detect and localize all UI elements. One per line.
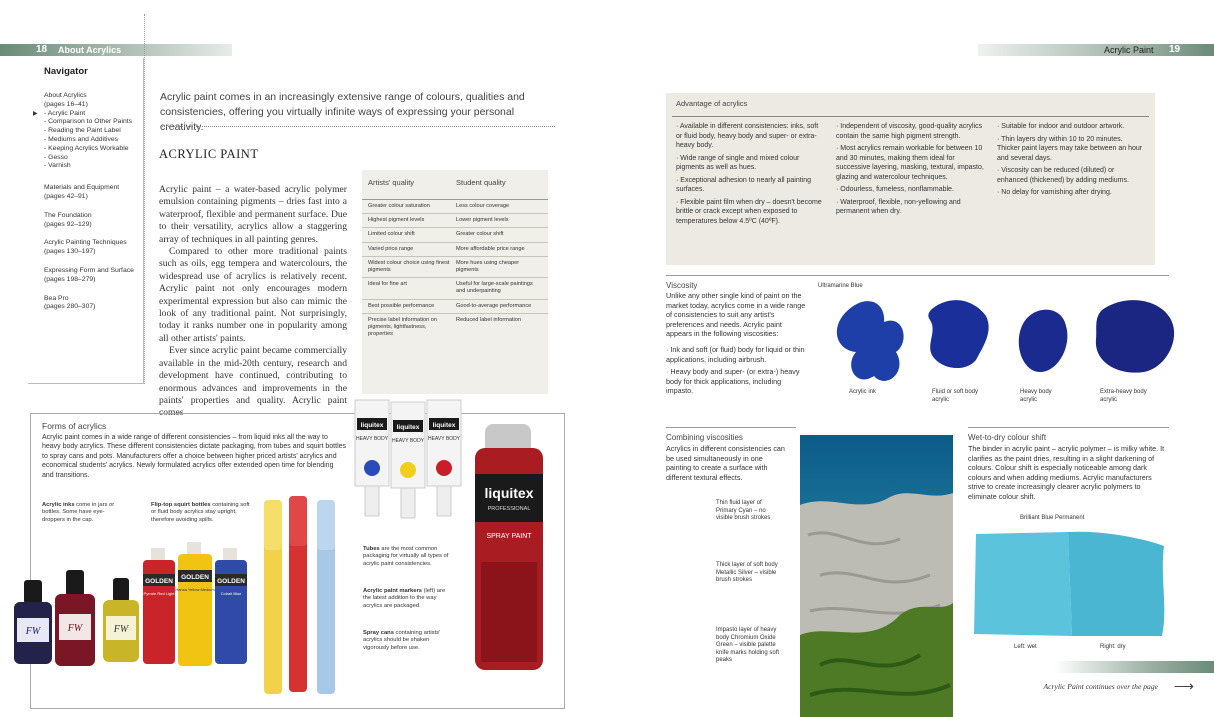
section-title: ACRYLIC PAINT [159,147,259,161]
nav-group-techniques[interactable] [44,239,143,257]
table-row: Limited colour shift Greater colour shift [362,228,548,242]
nav-group-title[interactable]: Bea Pro [44,294,69,302]
svg-text:SPRAY PAINT: SPRAY PAINT [486,533,532,540]
navigator-divider [144,14,145,384]
ink-bottles-image [11,562,151,672]
svg-text:liquitex: liquitex [484,485,534,501]
colour-shift-rule [968,427,1169,428]
arrow-right-icon[interactable]: ⟶ [1173,678,1194,694]
svg-text:Pyrrole Red Light: Pyrrole Red Light [143,591,175,596]
swatch-acrylic-ink [837,301,904,381]
body-paragraph: Compared to other more traditional paints such as oils, egg tempera and watercolours, the widespread use of acrylics is relatively recent. Acrylic paint not only encourages modern experimental expression but also can mimic the look of any traditional paint. Not surprisingly, today it ranks number one in popularity among all other artists' paints. [159,246,347,344]
header-artists: Artists' quality [368,178,415,187]
svg-text:FW: FW [25,626,41,637]
swatch-label-ink: Acrylic ink [849,389,877,395]
combining-painting-image [800,435,953,717]
advantages-box [666,93,1155,265]
advantages-title: Advantage of acrylics [676,99,748,108]
nav-item-varnish[interactable]: - Varnish [44,162,71,170]
table-row: Ideal for fine art Useful for large-scale paintings and underpainting [362,278,548,299]
left-page-number: 18 [36,44,48,55]
label-right-dry: Right: dry [1100,644,1126,650]
combining-title: Combining viscosities [666,433,743,442]
body-text [159,184,347,420]
svg-text:HEAVY BODY: HEAVY BODY [427,436,461,442]
svg-text:liquitex: liquitex [396,424,420,431]
colour-shift-text: The binder in acrylic paint – acrylic polymer – is milky white. It clarifies as the paint dries, resulting in a slight darkening of colours. Colour shift is especially noticeable among dark colours and when adding mediums. Acrylic manufacturers strive to create increasingly clearer acrylic polymers to eliminate colour shift. [968,444,1165,501]
caption-tubes: Tubes are the most common packaging for virtually all types of acrylic paint consistencies. [363,546,449,567]
nav-group-pages: (pages 198–279) [44,275,96,283]
caption-markers: Acrylic paint markers (left) are the latest addition to the way acrylics are packaged. [363,588,446,609]
svg-text:HEAVY BODY: HEAVY BODY [391,438,425,444]
swatch-heavy-body [1019,310,1068,372]
table-row: Precise label information on pigments, lightfastness, properties Reduced label information [368,316,521,338]
table-header [362,170,548,200]
nav-group-foundation[interactable] [44,212,143,230]
caption-spray: Spray cans containing artists' acrylics should be shaken vigorously before use. [363,630,441,651]
swatch-label-extra-heavy: Extra-heavy body acrylic [1100,389,1147,403]
combining-text: Acrylics in different consistencies can be used simultaneously in one painting to create a surface with different textural effects. [666,444,785,482]
dry-swatch [1068,532,1164,636]
caption-flip-top: Flip-top squirt bottles containing soft or fluid body acrylics stay upright, therefore avoiding spills. [151,502,250,523]
table-row: Highest pigment levels Lower pigment levels [362,214,548,228]
right-page-number: 19 [1169,44,1181,55]
nav-item-mediums[interactable]: - Mediums and Additives [44,135,119,143]
paint-markers-image [257,492,347,698]
forms-title: Forms of acrylics [42,421,107,431]
caption-green-layer: Impasto layer of heavy body Chromium Oxide Green – visible palette knife marks holding soft peaks [716,627,780,663]
nav-group-pages: (pages 280–307) [44,303,96,311]
quality-table [362,170,548,394]
caption-cyan-layer: Thin fluid layer of Primary Cyan – no visible brush strokes [716,500,771,521]
lead-rule [160,126,555,127]
svg-text:liquitex: liquitex [432,422,456,429]
viscosity-title: Viscosity [666,281,698,290]
svg-text:FW: FW [113,624,129,635]
combining-rule [666,427,796,428]
lead-paragraph: Acrylic paint comes in an increasingly extensive range of colours, qualities and consistencies, offering you virtually infinite ways of expressing your personal creativity. [160,91,525,133]
viscosity-rule [666,275,1169,276]
ultramarine-title: Ultramarine Blue [818,283,863,289]
colour-shift-title: Wet-to-dry colour shift [968,433,1047,442]
left-page-title: About Acrylics [58,45,122,55]
continues-note: Acrylic Paint continues over the page [1043,682,1158,691]
nav-group-title[interactable]: The Foundation [44,211,92,219]
nav-group-title[interactable]: Materials and Equipment [44,184,120,192]
nav-group-title[interactable]: Acrylic Painting Techniques [44,239,127,247]
swatch-fluid-body [928,300,988,368]
table-row: Widest colour choice using finest pigments More hues using cheaper pigments [362,257,548,278]
nav-group-pages: (pages 130–197) [44,248,96,256]
nav-group-pages: (pages 92–129) [44,220,92,228]
caption-silver-layer: Thick layer of soft body Metallic Silver – visible brush strokes [716,562,778,583]
advantages-rule [672,116,1149,117]
nav-group-title[interactable]: About Acrylics [44,92,87,99]
table-row: Greater colour saturation Less colour coverage [362,200,548,214]
wet-swatch [974,532,1072,636]
svg-text:GOLDEN: GOLDEN [217,578,245,585]
golden-bottles-image [141,540,251,670]
caption-inks: Acrylic inks come in jars or bottles. Some have eye-droppers in the cap. [42,502,115,523]
navigator-title: Navigator [44,66,88,77]
paint-tubes-image [353,398,465,524]
svg-text:HEAVY BODY: HEAVY BODY [355,436,389,442]
nav-group-materials[interactable] [44,184,143,202]
advantages-col-3: · Suitable for indoor and outdoor artwork. · Thin layers dry within 10 to 20 minutes. Thicker paint layers may take between an hour and several days. · Viscosity can be reduced (diluted) or enhanced (thickened) by adding mediums. · No delay for varnishing after drying. [997,123,1143,196]
forms-text: Acrylic paint comes in a wide range of different consistencies – from liquid inks all the way to heavy body acrylics. These different consistencies dictate packaging, from tubes and squirt bottles to spray cans and pots. Manufacturers offer a choice between higher priced artists' acrylics and economical students' acrylics. Newly formulated acrylics offer extended open time for blending and transitions. [42,434,347,479]
spray-can-image [467,422,551,674]
navigator-panel [28,58,144,384]
svg-text:GOLDEN: GOLDEN [181,574,209,581]
right-page-title: Acrylic Paint [1104,45,1154,55]
forms-of-acrylics-box [25,413,565,709]
nav-item-acrylic-paint[interactable]: - Acrylic Paint [44,109,86,117]
brilliant-blue-title: Brilliant Blue Permanent [1020,515,1085,521]
nav-group-about-acrylics[interactable] [33,92,143,171]
current-item-arrow-icon: ▶ [33,111,38,117]
colour-shift-swatch [972,528,1168,640]
header-student: Student quality [456,178,506,187]
svg-text:FW: FW [67,623,83,634]
svg-text:Hansa Yellow Medium: Hansa Yellow Medium [175,587,215,592]
svg-text:PROFESSIONAL: PROFESSIONAL [487,506,531,512]
nav-group-pages: (pages 42–91) [44,192,88,200]
body-paragraph: Ever since acrylic paint became commercially available in the mid-20th century, research and development have continued, contributing to enormous advances and improvements in the paints' properties and quality. Acrylic paint comes [159,345,347,419]
swatch-extra-heavy-body [1096,300,1174,373]
nav-group-form-surface[interactable] [44,267,143,285]
swatch-label-heavy: Heavy body acrylic [1020,389,1052,403]
body-paragraph: Acrylic paint – a water-based acrylic polymer emulsion containing pigments – dries fast into a waterproof, flexible and permanent surface. Due to their versatility, acrylics allow a staggering array of techniques in all painting genres. [159,184,347,245]
nav-group-pages: (pages 16–41) [44,100,88,108]
label-left-wet: Left: wet [1014,644,1037,650]
nav-group-bea-pro[interactable] [44,295,143,313]
viscosity-swatches [826,292,1176,392]
nav-item-comparison[interactable]: - Comparison to Other Paints [44,118,133,126]
footer-bar [1054,661,1214,673]
advantages-col-1: · Available in different consistencies: inks, soft or fluid body, heavy body and super- or extra-heavy body. · Wide range of single and mixed colour pigments as well as hues. · Exceptional adhesion to nearly all painting surfaces. · Flexible paint film when dry – doesn't become brittle or crack except when exposed to temperatures below 4.5ºC (40ºF). [676,123,822,225]
table-row: Best possible performance Good-to-average performance [362,300,548,314]
viscosity-text: Unlike any other single kind of paint on the market today, acrylics come in a wide range of consistencies to suit any artist's preferences and needs. Acrylic paint appears in the following viscosities: · Ink and soft (or fluid) body for liquid or thin applications, including airbrush. · Heavy body and super- (or extra-) heavy body for thick applications, including impasto. [666,291,806,396]
nav-group-title[interactable]: Expressing Form and Surface [44,266,134,274]
nav-item-label[interactable]: - Reading the Paint Label [44,127,121,135]
swatch-label-fluid: Fluid or soft body acrylic [932,389,979,403]
advantages-col-2: · Independent of viscosity, good-quality acrylics contain the same high pigment strength. · Most acrylics remain workable for between 10 and 30 minutes, making them ideal for successive layering, masking, textural, impasto, glazing and watercolour techniques. · Odourless, fumeless, nonflammable. · Waterproof, flexible, non-yellowing and permanent when dry. [836,123,984,215]
svg-text:liquitex: liquitex [360,422,384,429]
table-row: Varied price range More affordable price range [362,243,548,257]
svg-text:Cobalt Blue: Cobalt Blue [220,591,242,596]
svg-text:GOLDEN: GOLDEN [145,578,173,585]
nav-item-workable[interactable]: - Keeping Acrylics Workable [44,144,129,152]
nav-item-gesso[interactable]: - Gesso [44,153,68,161]
